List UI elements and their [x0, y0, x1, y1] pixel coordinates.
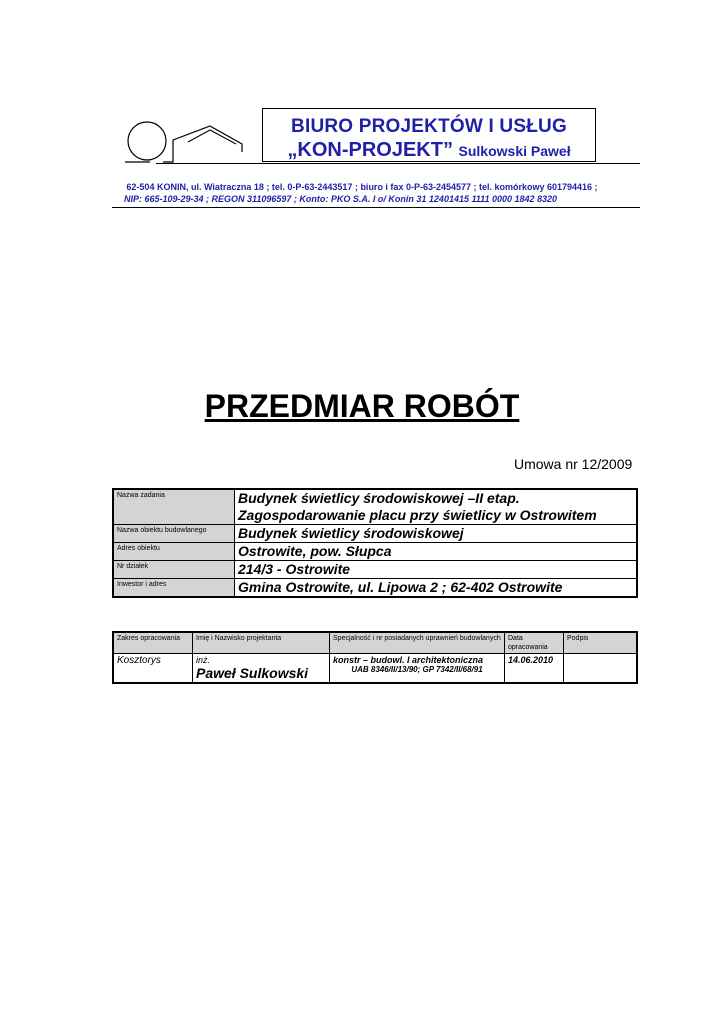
object-value: Budynek świetlicy środowiskowej — [235, 525, 638, 543]
logo-sun-circle — [128, 122, 166, 160]
header-divider — [156, 163, 640, 164]
contact-divider — [112, 207, 640, 208]
author-signature-table — [112, 631, 638, 684]
task-row — [113, 489, 637, 525]
company-name-box — [262, 108, 596, 162]
company-name-line1: BIURO PROJEKTÓW I USŁUG — [291, 116, 567, 137]
plots-row — [113, 561, 637, 579]
address-label: Adres obiektu — [113, 543, 235, 561]
task-value-line2: Zagospodarowanie placu przy świetlicy w Ostrowitem — [238, 507, 597, 523]
document-title: PRZEDMIAR ROBÓT — [204, 388, 520, 424]
task-label: Nazwa zadania — [113, 489, 235, 525]
object-label: Nazwa obiektu budowlanego — [113, 525, 235, 543]
investor-value: Gmina Ostrowite, ul. Lipowa 2 ; 62-402 Ostrowite — [235, 579, 638, 598]
object-row — [113, 525, 637, 543]
plots-value: 214/3 - Ostrowite — [235, 561, 638, 579]
company-owner: Sulkowski Paweł — [458, 143, 571, 159]
header-date: Data opracowania — [505, 632, 564, 654]
header-specialty: Specjalność i nr posiadanych uprawnień budowlanych — [330, 632, 505, 654]
company-brand: „KON-PROJEKT” — [287, 139, 453, 161]
address-row — [113, 543, 637, 561]
date-value: 14.06.2010 — [505, 654, 564, 684]
task-value — [235, 489, 638, 525]
signature-cell — [564, 654, 638, 684]
company-name-line2 — [263, 139, 595, 162]
project-info-table — [112, 488, 638, 598]
plots-label: Nr działek — [113, 561, 235, 579]
header-signature: Podpis — [564, 632, 638, 654]
contract-number: Umowa nr 12/2009 — [514, 456, 633, 472]
specialty-line1: konstr – budowl. I architektoniczna — [333, 655, 484, 665]
specialty-line2: UAB 8346/II/13/90; GP 7342/II/68/91 — [351, 665, 483, 674]
contact-line-address: 62-504 KONIN, ul. Wiatraczna 18 ; tel. 0-P-63-2443517 ; biuro i fax 0-P-63-2454577 ; tel. komórkowy 601794416 ; — [126, 182, 598, 192]
company-logo — [120, 118, 250, 166]
designer-cell — [193, 654, 330, 684]
designer-title: inż. — [196, 655, 211, 665]
contact-line-registration: NIP: 665-109-29-34 ; REGON 311096597 ; Konto: PKO S.A. I o/ Konin 31 12401415 1111 0000 1842 8320 — [124, 194, 558, 204]
header-scope: Zakres opracowania — [113, 632, 193, 654]
scope-value: Kosztorys — [113, 654, 193, 684]
specialty-cell — [330, 654, 505, 684]
task-value-line1: Budynek świetlicy środowiskowej –II etap. — [238, 490, 520, 506]
investor-label: Inwestor i adres — [113, 579, 235, 598]
signature-header-row — [113, 632, 637, 654]
signature-row — [113, 654, 637, 684]
logo-house-outline — [163, 126, 242, 162]
designer-name: Paweł Sulkowski — [196, 665, 309, 681]
investor-row — [113, 579, 637, 598]
address-value: Ostrowite, pow. Słupca — [235, 543, 638, 561]
header-designer-name: Imię i Nazwisko projektanta — [193, 632, 330, 654]
